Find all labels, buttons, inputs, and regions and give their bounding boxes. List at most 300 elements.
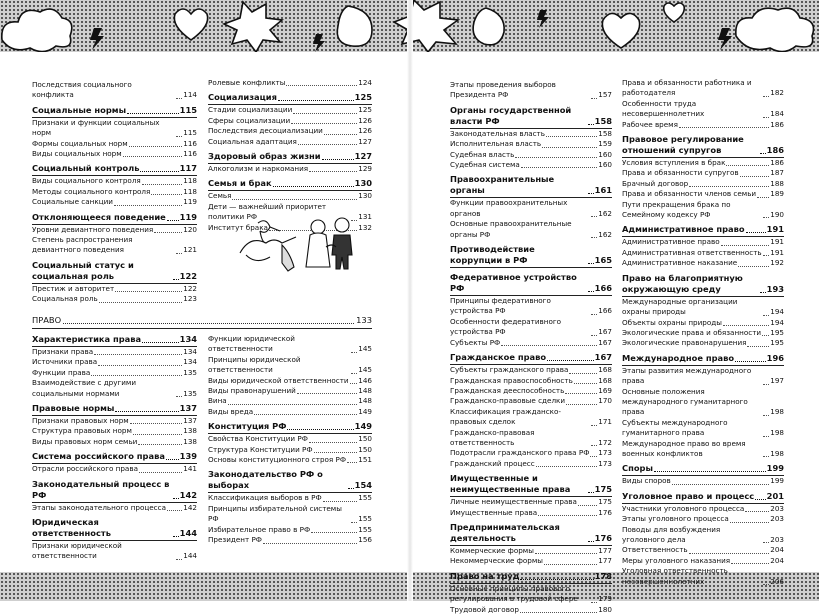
dot-leader <box>723 325 769 326</box>
section-title: ПРАВО <box>32 315 62 325</box>
dot-leader <box>298 144 357 145</box>
toc-entry[interactable] <box>622 514 784 524</box>
toc-heading[interactable] <box>32 479 197 503</box>
toc-heading[interactable] <box>450 272 612 296</box>
toc-entry-page: 121 <box>183 245 197 255</box>
page-gutter <box>407 0 413 601</box>
toc-entry-page: 166 <box>594 283 612 294</box>
dot-leader <box>521 167 597 168</box>
toc-entry-title: Права и обязанности работника и работодателя <box>622 78 752 98</box>
toc-entry-title: Международное право <box>622 352 735 363</box>
toc-entry-page: 198 <box>770 428 784 438</box>
dot-leader <box>547 360 594 361</box>
dot-leader <box>654 471 766 472</box>
toc-entry[interactable] <box>450 497 612 507</box>
toc-entry-page: 197 <box>770 376 784 386</box>
toc-heading[interactable] <box>32 334 197 347</box>
toc-entry[interactable] <box>208 455 372 465</box>
toc-entry-page: 142 <box>183 502 197 512</box>
dot-leader <box>232 199 357 200</box>
toc-entry-title: Виды социального контроля <box>32 176 141 186</box>
dot-leader <box>176 98 182 99</box>
toc-entry-page: 188 <box>770 178 784 188</box>
toc-entry[interactable] <box>32 225 197 235</box>
toc-entry-title: Гражданско-правовая ответственность <box>450 427 535 447</box>
toc-entry-page: 170 <box>598 396 612 406</box>
toc-entry[interactable] <box>208 386 372 396</box>
lightning-icon <box>90 28 104 50</box>
dot-leader <box>311 532 357 533</box>
toc-heading[interactable] <box>208 421 372 434</box>
dot-leader <box>591 98 597 99</box>
toc-entry[interactable] <box>32 197 197 207</box>
dot-leader <box>591 314 597 315</box>
dot-leader <box>309 171 357 172</box>
toc-entry[interactable] <box>32 437 197 447</box>
toc-entry[interactable] <box>450 338 612 348</box>
dot-leader <box>588 193 594 194</box>
toc-entry-title: Экологические правонарушения <box>622 338 747 348</box>
dot-leader <box>127 113 179 114</box>
toc-entry-page: 176 <box>598 507 612 517</box>
toc-entry[interactable] <box>32 464 197 474</box>
toc-entry[interactable] <box>450 386 612 396</box>
toc-entry-title: Социальные санкции <box>32 197 113 207</box>
toc-entry[interactable] <box>450 296 612 317</box>
toc-entry-page: 199 <box>766 463 784 474</box>
dot-leader <box>745 511 769 512</box>
toc-entry-title: Гражданская дееспособность <box>450 385 565 395</box>
toc-heading[interactable] <box>32 517 197 541</box>
toc-entry-title: Социальная роль <box>32 294 98 304</box>
dot-leader <box>139 472 182 473</box>
toc-entry[interactable] <box>208 355 372 376</box>
toc-entry-title: Виды споров <box>622 476 671 486</box>
toc-entry[interactable] <box>622 418 784 439</box>
dot-leader <box>730 522 770 523</box>
toc-column-right-b <box>622 78 784 587</box>
toc-heading[interactable] <box>450 473 612 497</box>
toc-entry-page: 125 <box>354 92 372 103</box>
toc-entry[interactable] <box>622 248 784 258</box>
toc-entry-title: Трудовой договор <box>450 604 519 614</box>
toc-entry[interactable] <box>208 525 372 535</box>
toc-entry-title: Предпринимательская деятельность <box>450 521 560 543</box>
toc-entry-page: 138 <box>183 426 197 436</box>
toc-entry-title: Социальный статус и социальная роль <box>32 259 134 281</box>
dot-leader <box>293 113 357 114</box>
toc-heading[interactable] <box>450 105 612 129</box>
toc-entry-page: 154 <box>354 480 372 491</box>
toc-entry[interactable] <box>622 338 784 348</box>
toc-entry[interactable] <box>450 139 612 149</box>
toc-entry-title: Правовое регулирование отношений супругов <box>622 134 744 156</box>
toc-entry[interactable] <box>622 545 784 555</box>
toc-entry[interactable] <box>622 179 784 189</box>
toc-entry[interactable] <box>622 120 784 130</box>
toc-entry[interactable] <box>622 439 784 460</box>
dot-leader <box>254 414 357 415</box>
toc-entry-page: 195 <box>770 327 784 337</box>
toc-entry-title: Президент РФ <box>208 535 262 545</box>
toc-entry[interactable] <box>450 459 612 469</box>
toc-entry-title: Споры <box>622 463 653 474</box>
toc-entry[interactable] <box>32 80 197 101</box>
toc-entry-title: Избирательное право в РФ <box>208 524 311 534</box>
toc-entry-page: 157 <box>598 90 612 100</box>
toc-heading[interactable] <box>32 105 197 118</box>
toc-entry[interactable] <box>450 448 612 458</box>
dot-leader <box>94 354 182 355</box>
toc-heading[interactable] <box>622 224 784 237</box>
dot-leader <box>91 375 182 376</box>
toc-entry-page: 149 <box>358 406 372 416</box>
toc-entry-title: Административное право <box>622 224 745 235</box>
dot-leader <box>542 147 597 148</box>
dot-leader <box>140 171 178 172</box>
toc-entry[interactable] <box>32 541 197 562</box>
toc-entry-page: 168 <box>598 365 612 375</box>
toc-heading[interactable] <box>450 571 612 584</box>
toc-entry[interactable] <box>32 426 197 436</box>
toc-entry-page: 193 <box>766 283 784 294</box>
toc-entry[interactable] <box>450 198 612 219</box>
dot-leader <box>297 393 357 394</box>
dot-leader <box>133 434 182 435</box>
toc-entry-page: 132 <box>358 222 372 232</box>
toc-entry[interactable] <box>622 78 784 99</box>
toc-entry-page: 162 <box>598 229 612 239</box>
toc-entry-title: Органы государственной власти РФ <box>450 104 572 126</box>
toc-entry-title: Личные неимущественные права <box>450 497 577 507</box>
dot-leader <box>142 184 183 185</box>
toc-entry[interactable] <box>622 504 784 514</box>
toc-entry[interactable] <box>32 357 197 367</box>
toc-entry-page: 159 <box>598 139 612 149</box>
dot-leader <box>760 292 766 293</box>
groom-suit <box>332 235 352 269</box>
toc-entry-title: Особенности труда несовершеннолетних <box>622 98 705 119</box>
toc-heading[interactable] <box>208 178 372 191</box>
toc-entry-page: 204 <box>770 555 784 565</box>
toc-entry[interactable] <box>622 387 784 418</box>
toc-entry-title: Юридическая ответственность <box>32 517 111 539</box>
dot-leader <box>740 176 770 177</box>
toc-entry[interactable] <box>208 137 372 147</box>
toc-entry-title: Международное право во время военных конфликтов <box>622 438 746 458</box>
cloud-shape <box>2 9 72 51</box>
toc-entry[interactable] <box>208 504 372 525</box>
toc-entry-title: Ролевые конфликты <box>208 78 286 87</box>
toc-entry-title: Некоммерческие формы <box>450 556 543 566</box>
toc-entry[interactable] <box>32 347 197 357</box>
section-heading-pravo[interactable] <box>32 315 372 326</box>
dot-leader <box>538 515 597 516</box>
star-burst-shape <box>224 2 282 52</box>
toc-entry[interactable] <box>450 129 612 139</box>
toc-entry[interactable] <box>32 416 197 426</box>
toc-entry-title: Признаки правовых норм <box>32 416 129 426</box>
toc-entry[interactable] <box>622 297 784 318</box>
toc-entry[interactable] <box>32 139 197 149</box>
toc-entry[interactable] <box>450 80 612 101</box>
toc-entry-page: 117 <box>179 163 197 174</box>
toc-entry-page: 126 <box>358 115 372 125</box>
toc-entry-page: 134 <box>183 357 197 367</box>
toc-entry-page: 173 <box>598 448 612 458</box>
toc-entry-page: 190 <box>770 210 784 220</box>
toc-entry-title: Права и обязанности членов семьи <box>622 189 757 199</box>
toc-entry[interactable] <box>622 200 784 221</box>
dot-leader <box>763 117 769 118</box>
toc-entry[interactable] <box>32 176 197 186</box>
dot-leader <box>569 373 597 374</box>
toc-entry[interactable] <box>622 189 784 199</box>
toc-entry[interactable] <box>450 150 612 160</box>
dot-leader <box>314 452 358 453</box>
toc-entry[interactable] <box>622 258 784 268</box>
toc-entry-page: 127 <box>354 151 372 162</box>
toc-entry[interactable] <box>622 366 784 387</box>
toc-entry-page: 115 <box>183 128 197 138</box>
toc-entry-page: 177 <box>598 556 612 566</box>
dot-leader <box>763 415 769 416</box>
toc-entry[interactable] <box>622 328 784 338</box>
toc-entry[interactable] <box>32 118 197 139</box>
toc-entry[interactable] <box>208 164 372 174</box>
dot-leader <box>566 404 597 405</box>
dot-leader <box>747 346 769 347</box>
toc-heading[interactable] <box>450 522 612 546</box>
toc-entry-title: Институт брака <box>208 222 268 232</box>
toc-entry[interactable] <box>622 99 784 120</box>
toc-entry[interactable] <box>622 525 784 546</box>
toc-entry-title: Формы социальных норм <box>32 138 128 148</box>
dot-leader <box>176 136 182 137</box>
heart-icon <box>602 13 639 48</box>
toc-entry[interactable] <box>208 126 372 136</box>
toc-entry-title: Структура правовых норм <box>32 426 132 436</box>
toc-entry[interactable] <box>208 396 372 406</box>
toc-entry[interactable] <box>450 556 612 566</box>
dot-leader <box>763 542 769 543</box>
toc-heading[interactable] <box>32 163 197 176</box>
toc-entry[interactable] <box>208 191 372 201</box>
dot-leader <box>588 541 594 542</box>
dot-leader <box>501 345 597 346</box>
toc-heading[interactable] <box>32 451 197 464</box>
dot-leader <box>228 404 358 405</box>
family-illustration <box>236 213 366 275</box>
toc-entry-title: Гражданско-правовые сделки <box>450 396 566 406</box>
dot-leader <box>129 146 183 147</box>
toc-entry-title: Правоохранительные органы <box>450 174 555 196</box>
dot-leader <box>689 186 769 187</box>
toc-entry-page: 173 <box>598 458 612 468</box>
toc-entry[interactable] <box>32 284 197 294</box>
lightning-icon <box>313 34 325 52</box>
toc-entry-page: 186 <box>770 119 784 129</box>
dot-leader <box>588 492 594 493</box>
toc-entry[interactable] <box>32 503 197 513</box>
toc-entry-title: Престиж и авторитет <box>32 283 115 293</box>
toc-entry-page: 122 <box>179 270 197 281</box>
toc-entry[interactable] <box>450 605 612 615</box>
toc-heading[interactable] <box>208 92 372 105</box>
dot-leader <box>544 564 597 565</box>
toc-heading[interactable] <box>450 174 612 198</box>
toc-entry[interactable] <box>450 428 612 449</box>
dot-leader <box>98 365 182 366</box>
dot-leader <box>273 186 354 187</box>
toc-entry[interactable] <box>208 334 372 355</box>
toc-entry-title: Особенности федеративного устройства РФ <box>450 316 562 337</box>
toc-entry[interactable] <box>208 105 372 115</box>
toc-entry[interactable] <box>208 493 372 503</box>
toc-entry-page: 165 <box>594 255 612 266</box>
toc-entry[interactable] <box>208 535 372 545</box>
dot-leader <box>746 232 766 233</box>
toc-entry-title: Коммерческие формы <box>450 545 534 555</box>
toc-entry[interactable] <box>208 116 372 126</box>
toc-entry[interactable] <box>32 187 197 197</box>
dot-leader <box>114 205 182 206</box>
toc-entry[interactable] <box>450 584 612 605</box>
lightning-icon <box>718 28 732 50</box>
toc-entry-page: 118 <box>183 186 197 196</box>
toc-entry-title: Право на благоприятную окружающую среду <box>622 272 743 294</box>
dot-leader <box>350 383 358 384</box>
toc-entry[interactable] <box>450 407 612 428</box>
toc-entry-title: Здоровый образ жизни <box>208 151 321 162</box>
toc-column-left-bottom-b <box>208 334 372 546</box>
stork-body <box>240 237 296 253</box>
toc-heading[interactable] <box>208 151 372 164</box>
toc-entry-title: Последствия социального конфликта <box>32 80 132 100</box>
toc-entry[interactable] <box>450 365 612 375</box>
toc-entry-title: Отрасли российского права <box>32 464 138 474</box>
dot-leader <box>173 279 179 280</box>
toc-entry-title: Социализация <box>208 92 277 103</box>
toc-entry-title: Принципы юридической ответственности <box>208 354 301 375</box>
toc-entry-page: 155 <box>358 514 372 524</box>
toc-heading[interactable] <box>32 212 197 225</box>
toc-entry-page: 135 <box>183 388 197 398</box>
dot-leader <box>762 335 769 336</box>
dot-leader <box>166 459 179 460</box>
toc-entry-page: 122 <box>183 283 197 293</box>
toc-entry[interactable] <box>208 78 372 88</box>
toc-heading[interactable] <box>450 352 612 365</box>
toc-entry[interactable] <box>450 508 612 518</box>
toc-heading[interactable] <box>622 353 784 366</box>
dot-leader <box>99 302 183 303</box>
toc-heading[interactable] <box>622 491 784 504</box>
toc-entry[interactable] <box>622 476 784 486</box>
toc-entry-title: Административное наказание <box>622 258 738 268</box>
toc-heading[interactable] <box>32 260 197 284</box>
toc-entry[interactable] <box>32 149 197 159</box>
dot-leader <box>278 100 354 101</box>
toc-heading[interactable] <box>622 273 784 297</box>
toc-heading[interactable] <box>208 469 372 493</box>
toc-entry-page: 187 <box>770 168 784 178</box>
toc-entry-title: Гражданский процесс <box>450 458 535 468</box>
dot-leader <box>123 156 183 157</box>
toc-entry-title: Рабочее время <box>622 119 678 129</box>
dot-leader <box>591 425 597 426</box>
dot-leader <box>286 85 357 86</box>
toc-heading[interactable] <box>32 403 197 416</box>
toc-entry-title: Законодательная власть <box>450 128 545 138</box>
dot-leader <box>138 444 182 445</box>
toc-column-left-top-b <box>208 78 372 233</box>
toc-entry[interactable] <box>208 434 372 444</box>
toc-entry[interactable] <box>450 160 612 170</box>
toc-entry-page: 131 <box>358 212 372 222</box>
toc-entry[interactable] <box>32 378 197 399</box>
dot-leader <box>591 237 597 238</box>
toc-entry-page: 124 <box>358 78 372 87</box>
bride-dress <box>306 233 330 267</box>
toc-heading[interactable] <box>450 244 612 268</box>
toc-entry[interactable] <box>622 556 784 566</box>
toc-entry-page: 119 <box>183 197 197 207</box>
toc-entry[interactable] <box>450 376 612 386</box>
toc-entry[interactable] <box>450 219 612 240</box>
toc-entry-title: Подотрасли гражданского права РФ <box>450 448 590 458</box>
toc-entry-title: Субъекты международного гуманитарного права <box>622 417 728 438</box>
toc-entry-title: Виды юридической ответственности <box>208 375 349 385</box>
toc-entry[interactable] <box>450 317 612 338</box>
toc-entry[interactable] <box>32 235 197 256</box>
toc-entry[interactable] <box>622 158 784 168</box>
toc-entry[interactable] <box>32 368 197 378</box>
toc-entry[interactable] <box>208 407 372 417</box>
dot-leader <box>763 436 769 437</box>
toc-entry-title: Взаимодействие с другими социальными нормами <box>32 378 137 398</box>
toc-entry-page: 134 <box>179 334 197 344</box>
toc-entry-page: 129 <box>358 164 372 174</box>
toc-entry[interactable] <box>622 237 784 247</box>
dot-leader <box>591 335 597 336</box>
toc-entry[interactable] <box>622 318 784 328</box>
dot-leader <box>322 159 354 160</box>
dot-leader <box>763 255 770 256</box>
toc-entry-title: Брачный договор <box>622 178 689 188</box>
toc-entry[interactable] <box>450 396 612 406</box>
dot-leader <box>115 411 178 412</box>
toc-entry[interactable] <box>450 546 612 556</box>
toc-entry[interactable] <box>208 445 372 455</box>
toc-entry-page: 196 <box>766 352 784 363</box>
toc-entry-page: 146 <box>358 375 372 385</box>
groom-head <box>335 218 349 232</box>
heart-icon <box>664 3 685 22</box>
dot-leader <box>154 232 182 233</box>
dot-leader <box>263 543 357 544</box>
toc-entry[interactable] <box>32 294 197 304</box>
toc-heading[interactable] <box>622 463 784 476</box>
toc-entry-title: Экологические права и обязанности <box>622 327 762 337</box>
toc-heading[interactable] <box>622 134 784 158</box>
toc-entry[interactable] <box>208 376 372 386</box>
toc-entry[interactable] <box>622 168 784 178</box>
dot-leader <box>151 194 182 195</box>
toc-entry[interactable] <box>622 566 784 587</box>
dot-leader <box>351 352 357 353</box>
toc-entry-title: Виды правонарушений <box>208 386 296 396</box>
